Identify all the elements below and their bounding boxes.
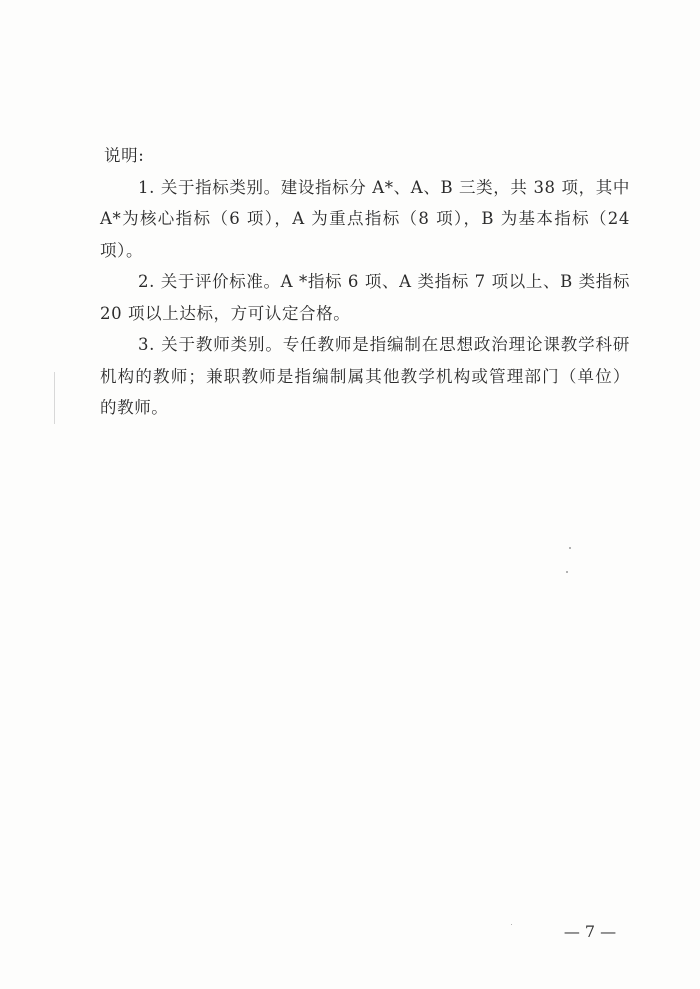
scan-speck (569, 547, 571, 549)
note-item-evaluation-standard: 2. 关于评价标准。A *指标 6 项、A 类指标 7 项以上、B 类指标 20 项以上达标，方可认定合格。 (100, 272, 630, 323)
scan-edge-mark (54, 372, 55, 424)
notes-heading: 说明: (104, 146, 145, 165)
note-item-teacher-categories: 3. 关于教师类别。专任教师是指编制在思想政治理论课教学科研机构的教师；兼职教师是指编制属其他教学机构或管理部门（单位）的教师。 (100, 335, 630, 417)
note-item-indicator-categories: 1. 关于指标类别。建设指标分 A*、A、B 三类，共 38 项，其中 A*为核心指标（6 项），A 为重点指标（8 项），B 为基本指标（24 项）。 (100, 177, 630, 260)
scan-speck (511, 924, 512, 925)
page-number: — 7 — (563, 922, 617, 941)
notes-section (100, 140, 630, 424)
scan-speck (566, 571, 568, 573)
